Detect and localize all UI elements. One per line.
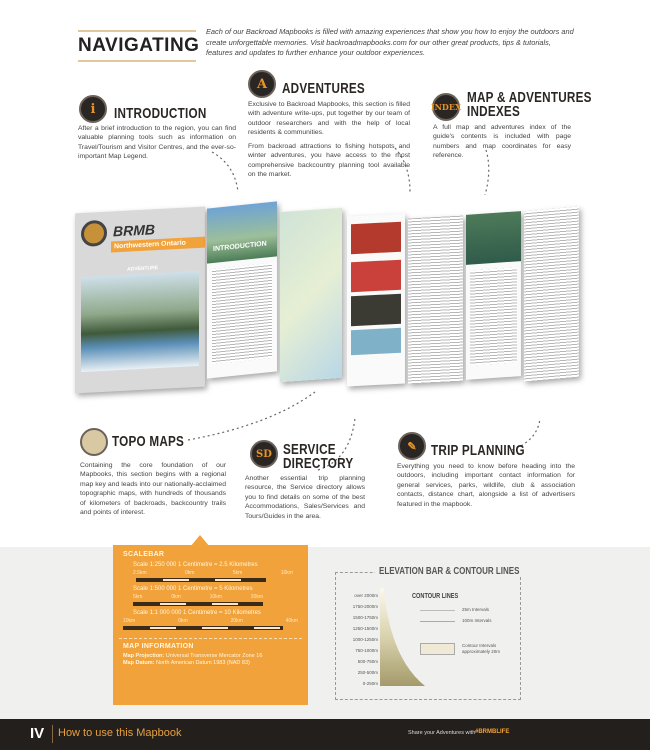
page-trip-planning xyxy=(524,207,579,382)
page-title: NAVIGATING xyxy=(78,30,196,62)
indexes-title: MAP & ADVENTURES xyxy=(467,89,592,106)
scale-bar xyxy=(123,626,283,630)
book-region: Northwestern Ontario xyxy=(111,237,205,253)
legend-contour-interval: Contour Intervals approximately 20m xyxy=(462,643,501,654)
footer-title: How to use this Mapbook xyxy=(58,727,182,739)
map-datum: Map Datum: North American Datum 1983 (NAD 83) xyxy=(123,660,250,666)
hashtag: #BRMBLIFE xyxy=(475,729,510,735)
service-title: SERVICE xyxy=(283,441,336,458)
service-text: Another essential trip planning resource, the Service directory allows you to find details on some of the best Accommodations, Sales/Services and Tours/Guides in the area. xyxy=(245,475,365,520)
legend-band xyxy=(0,547,650,719)
contour-line-100m xyxy=(420,621,455,622)
scalebar-panel xyxy=(113,545,308,705)
scale-3: Scale 1:1 000 000 1 Centimetre = 10 Kilometres 10km 0km 20km 40km xyxy=(123,610,298,630)
topo-map-icon xyxy=(80,428,108,456)
page-adventures xyxy=(408,216,463,384)
scalebar-title: SCALEBAR xyxy=(123,551,165,558)
book-cover xyxy=(75,207,205,394)
share-text: Share your Adventures with xyxy=(408,730,476,736)
page-index xyxy=(466,211,521,380)
book-label: ADVENTURE xyxy=(127,265,159,273)
indexes-text: A full map and adventures index of the guide's contents is included with page numbers and map coordinates for easy reference. xyxy=(433,124,571,160)
elevation-levels: over 2000m 1750-2000m 1500-1750m 1250-1500m 1000-1250m 750-1000m 500-750m 250-500m 0-250m xyxy=(352,593,378,686)
service-title-2: DIRECTORY xyxy=(283,455,354,472)
scale-bar xyxy=(133,602,263,606)
page-topo-map xyxy=(280,208,342,382)
page-introduction xyxy=(207,201,277,378)
scale-2: Scale 1:500 000 1 Centimetre = 5 Kilometres 5km 0km 10km 20km xyxy=(133,586,293,606)
cover-photo xyxy=(81,271,199,372)
trip-title: TRIP PLANNING xyxy=(431,442,525,459)
scale-bar xyxy=(136,578,266,582)
indexes-title-2: INDEXES xyxy=(467,103,521,120)
elevation-title: ELEVATION BAR & CONTOUR LINES xyxy=(375,566,523,577)
map-info-title: MAP INFORMATION xyxy=(123,643,194,650)
brmb-logo-icon xyxy=(81,220,107,247)
trip-planning-icon: ✎ xyxy=(398,432,426,460)
trip-text: Everything you need to know before heading into the outdoors, including important contact information for general services, parks, wildlife, club & association contacts, distance chart, alongside a list of advertisers featured in the mapbook. xyxy=(397,463,575,508)
contour-title: CONTOUR LINES xyxy=(412,593,459,600)
page-number: IV xyxy=(30,725,45,742)
page-footer xyxy=(0,719,650,750)
elevation-bar xyxy=(380,588,425,690)
adventures-title: ADVENTURES xyxy=(282,80,365,97)
topo-text: Containing the core foundation of our Mapbooks, this section begins with a regional map key and leads into our nationally-acclaimed topographic maps, with hundreds of thousands of kilometers of backroads, backcountry trails and points of interest. xyxy=(80,462,226,517)
mapbook-preview xyxy=(72,205,582,415)
index-icon: INDEX xyxy=(432,93,460,121)
legend-100m: 100m Intervals xyxy=(462,618,492,623)
divider xyxy=(119,638,302,639)
page-service-directory xyxy=(347,213,405,386)
introduction-text: After a brief introduction to the region, you can find valuable planning tools such as information on Travel/Tourism and Visitor Centres, and the ever-so-important Map Legend. xyxy=(78,125,236,161)
footer-divider xyxy=(52,725,53,743)
contour-sample xyxy=(420,643,455,655)
legend-25m: 25m Intervals xyxy=(462,607,490,612)
service-directory-icon: SD xyxy=(250,440,278,468)
contour-line-25m xyxy=(420,610,455,611)
intro-paragraph: Each of our Backroad Mapbooks is filled with amazing experiences that show you how to enjoy the outdoors and create unforgettable memories. Visit backroadmapbooks.com for our other great products, tips & tutorials, features and updates to further enhance your outdoor experiences. xyxy=(206,27,574,57)
scale-1: Scale 1:250 000 1 Centimetre = 2.5 Kilometres 2.5km 0km 5km 10km xyxy=(133,562,293,582)
book-brand: BRMB xyxy=(113,221,155,240)
info-icon: i xyxy=(79,95,107,123)
adventures-text: Exclusive to Backroad Mapbooks, this section is filled with adventure write-ups, put together by our team of outdoor researchers and with the help of local residents & communities. xyxy=(248,101,410,137)
adventures-icon: A xyxy=(248,70,276,98)
map-projection: Map Projection: Universal Transverse Mercator Zone 16 xyxy=(123,653,263,659)
topo-title: TOPO MAPS xyxy=(112,433,185,450)
adventures-text-2: From backroad attractions to fishing hotspots and winter adventures, you have access to the most comprehensive backcountry planning tool available on the market. xyxy=(248,143,410,179)
intro-page-title: INTRODUCTION xyxy=(213,240,267,254)
introduction-title: INTRODUCTION xyxy=(114,105,207,122)
